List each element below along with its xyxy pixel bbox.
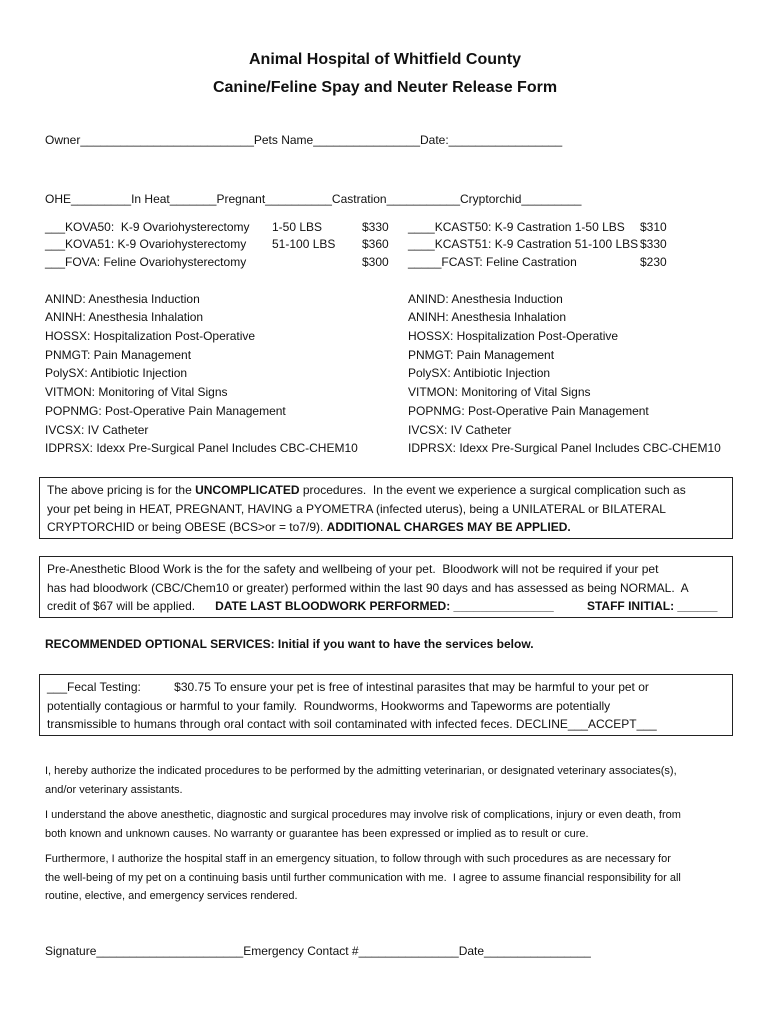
code-item: HOSSX: Hospitalization Post-Operative: [45, 329, 256, 343]
code-item: ANINH: Anesthesia Inhalation: [408, 310, 567, 324]
procedure-name[interactable]: ___KOVA51: K-9 Ovariohysterectomy: [45, 237, 247, 251]
text-span: credit of $67 will be applied.: [47, 599, 216, 613]
owner-pet-date-line[interactable]: Owner__________________________Pets Name________________Date:_________________: [45, 133, 563, 147]
bloodwork-line: Pre-Anesthetic Blood Work is the for the safety and wellbeing of your pet. Bloodwork will not be required if your pet: [47, 562, 659, 576]
risk-paragraph: [45, 806, 735, 843]
code-item: POPNMG: Post-Operative Pain Management: [45, 404, 286, 418]
procedure-weight: 51-100 LBS: [272, 237, 336, 251]
bloodwork-box: [39, 556, 733, 618]
procedure-name[interactable]: ____KCAST50: K-9 Castration 1-50 LBS: [408, 220, 625, 234]
paragraph-line: I understand the above anesthetic, diagnostic and surgical procedures may involve risk of complications, injury or even death, from: [45, 809, 681, 821]
bloodwork-line: has had bloodwork (CBC/Chem10 or greater) performed within the last 90 days and has assessed as being NORMAL. A: [47, 580, 689, 595]
pricing-notice-line: [47, 518, 725, 537]
code-item: IDPRSX: Idexx Pre-Surgical Panel Includes CBC-CHEM10: [45, 441, 358, 455]
fecal-testing-line[interactable]: transmissible to humans through oral contact with soil contaminated with infected feces. DECLINE___ACCEPT___: [47, 717, 657, 731]
procedure-name[interactable]: ___KOVA50: K-9 Ovariohysterectomy: [45, 220, 250, 234]
procedure-price: $330: [640, 237, 667, 251]
hospital-title: Animal Hospital of Whitfield County: [249, 51, 521, 68]
procedure-price: $360: [362, 237, 389, 251]
code-item: VITMON: Monitoring of Vital Signs: [408, 385, 591, 399]
code-item: PNMGT: Pain Management: [408, 348, 555, 362]
bold-text-span: ADDITIONAL CHARGES MAY BE APPLIED.: [326, 520, 571, 534]
paragraph-line: and/or veterinary assistants.: [45, 783, 183, 796]
procedure-price: $310: [640, 220, 667, 234]
code-item: POPNMG: Post-Operative Pain Management: [408, 404, 649, 418]
procedure-name[interactable]: ____KCAST51: K-9 Castration 51-100 LBS: [408, 237, 639, 251]
fecal-testing-box: [39, 674, 733, 736]
bloodwork-date-initial-fields[interactable]: DATE LAST BLOODWORK PERFORMED: _______________ STAFF INITIAL: ______: [215, 599, 718, 613]
bold-text-span: UNCOMPLICATED: [195, 483, 300, 497]
procedure-price: $230: [640, 255, 667, 269]
paragraph-line: Furthermore, I authorize the hospital staff in an emergency situation, to follow through with such procedures as are necessary for: [45, 853, 671, 865]
code-item: PolySX: Antibiotic Injection: [45, 366, 188, 380]
paragraph-line: routine, elective, and emergency services rendered.: [45, 890, 298, 902]
code-item: IVCSX: IV Catheter: [408, 423, 512, 437]
status-checklist-line[interactable]: OHE_________In Heat_______Pregnant__________Castration___________Cryptorchid_________: [45, 192, 582, 206]
emergency-paragraph: [45, 850, 735, 906]
code-item: ANINH: Anesthesia Inhalation: [45, 310, 204, 324]
bloodwork-line[interactable]: [47, 597, 725, 616]
authorization-paragraph: [45, 762, 735, 799]
fecal-testing-line: potentially contagious or harmful to your family. Roundworms, Hookworms and Tapeworms are potentially: [47, 698, 611, 713]
text-span: procedures. In the event we experience a surgical complication such as: [299, 483, 686, 497]
code-item: IVCSX: IV Catheter: [45, 423, 149, 437]
code-item: ANIND: Anesthesia Induction: [408, 292, 563, 306]
pricing-notice-line: your pet being in HEAT, PREGNANT, HAVING a PYOMETRA (infected uterus), being a UNILATERAL or BILATERAL: [47, 501, 666, 516]
code-item: PNMGT: Pain Management: [45, 348, 192, 362]
procedure-price: $300: [362, 255, 389, 269]
fecal-testing-line[interactable]: ___Fecal Testing: $30.75 To ensure your pet is free of intestinal parasites that may be harmful to your pet or: [47, 680, 649, 694]
procedure-price: $330: [362, 220, 389, 234]
procedure-name[interactable]: _____FCAST: Feline Castration: [408, 255, 577, 269]
signature-line[interactable]: Signature______________________Emergency Contact #_______________Date________________: [45, 944, 591, 958]
text-span: CRYPTORCHID or being OBESE (BCS>or = to7/9).: [47, 520, 327, 534]
code-item: PolySX: Antibiotic Injection: [408, 366, 551, 380]
pricing-notice-line: [47, 481, 725, 500]
code-item: IDPRSX: Idexx Pre-Surgical Panel Includes CBC-CHEM10: [408, 441, 721, 455]
code-item: HOSSX: Hospitalization Post-Operative: [408, 329, 619, 343]
paragraph-line: I, hereby authorize the indicated procedures to be performed by the admitting veterinarian, or designated veterinary associates(s),: [45, 765, 677, 777]
text-span: The above pricing is for the: [47, 483, 196, 497]
procedure-name[interactable]: ___FOVA: Feline Ovariohysterectomy: [45, 255, 247, 269]
paragraph-line: the well-being of my pet on a continuing basis until further communication with me. I agree to assume financial responsibility for all: [45, 871, 681, 884]
code-item: VITMON: Monitoring of Vital Signs: [45, 385, 228, 399]
optional-services-heading: RECOMMENDED OPTIONAL SERVICES: Initial if you want to have the services below.: [45, 637, 534, 651]
procedure-weight: 1-50 LBS: [272, 220, 323, 234]
code-item: ANIND: Anesthesia Induction: [45, 292, 200, 306]
form-title: Canine/Feline Spay and Neuter Release Form: [212, 79, 558, 96]
pricing-notice-box: [39, 477, 733, 539]
paragraph-line: both known and unknown causes. No warranty or guarantee has been expressed or implied as to result or cure.: [45, 827, 589, 840]
